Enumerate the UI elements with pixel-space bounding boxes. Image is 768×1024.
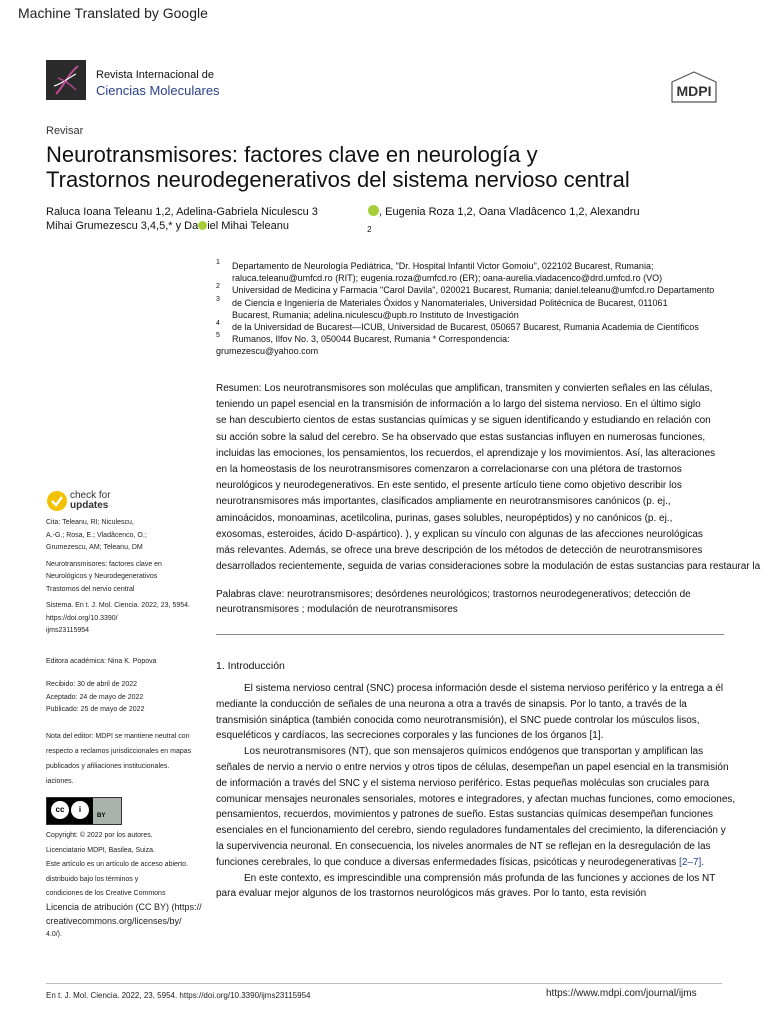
accepted-date: Aceptado: 24 de mayo de 2022 [46, 693, 144, 701]
citation-line: A.-G.; Rosa, E.; Vladâcenco, O.; [46, 531, 147, 539]
title-line1: Neurotransmisores: factores clave en neurología y [46, 142, 538, 167]
received-date: Recibido: 30 de abril de 2022 [46, 681, 138, 688]
paragraph-text: Los neurotransmisores (NT), que son mensajeros químicos endógenos que transportan y amplifican las señales de nervio a nervio o entre nervios y otros tipos de células, desempeñan un papel esencial en la transmisión de información a través del SNC y el sistema nervioso periférico. Estas pequeñas moléculas son cruciales para comunicar mensajes neuronales sensoriales, motores e integradores, y afectan muchas funciones, como emociones, pensamientos, recuerdos, movimientos y patrones de sueño. Estas sustancias químicas desempeñan funciones esenciales en el funcionamiento del cerebro, siendo reguladores fundamentales del crecimiento, la diferenciación y la supervivencia neuronal. En consecuencia, los niveles anormales de NT se reflejan en la desregulación de las funciones cerebrales, lo que conduce a diversas enfermedades físicas, psicóticas y neurodegenerativas [216, 746, 736, 868]
citation-block [46, 517, 206, 638]
abstract-line: teniendo un papel esencial en la transmisión de información a lo largo del sistema nervioso. En el último siglo [216, 399, 701, 411]
article-type: Revisar [46, 125, 84, 137]
abstract-line: se han descubierto cientos de estas sustancias químicas y se siguen identificando y estudiando en relación con [216, 415, 711, 427]
cc-by-license-badge[interactable] [46, 797, 122, 825]
author-list [46, 205, 736, 237]
mdpi-logo [668, 70, 720, 106]
affiliations [216, 260, 746, 358]
authors-line1a: Raluca Ioana Teleanu 1,2, Adelina-Gabriela Niculescu 3 [46, 206, 318, 218]
copyright-line: distribuido bajo los términos y [46, 875, 139, 883]
orcid-icon[interactable] [198, 221, 207, 230]
check-for-updates-line2: updates [70, 500, 109, 511]
license-line: Licencia de atribución (CC BY) (https:// [46, 902, 202, 912]
abstract-line: incluidas las emociones, los pensamientos, los recuerdos, el aprendizaje y los movimientos. Así, las alteraciones [216, 447, 716, 459]
journal-name [96, 68, 220, 98]
abstract-line: en la homeostasis de los neurotransmisores comenzaron a correlacionarse con una plétora de trastornos [216, 464, 682, 476]
publisher-note [46, 729, 206, 789]
copyright-line: Licenciatario MDPI, Basilea, Suiza. [46, 846, 155, 854]
license-line: 4.0/). [46, 931, 62, 938]
footer-journal-link[interactable]: https://www.mdpi.com/journal/ijms [546, 988, 697, 999]
abstract-line: desarrollados recientemente, seguida de varias consideraciones sobre la modulación de estas sustancias para restaurar la [216, 561, 761, 573]
citation-line: Trastornos del nervio central [46, 585, 135, 593]
authors-line2b: iel Mihai Teleanu [207, 220, 289, 232]
footer-citation: En t. J. Mol. Ciencia. 2022, 23, 5954. https://doi.org/10.3390/ijms23115954 [46, 991, 311, 1000]
reference-link[interactable]: [2–7]. [679, 856, 705, 868]
article-title [46, 142, 736, 192]
abstract-line: exosomas, esteroides, ácido D-aspártico). ), y explican su vínculo con algunas de las afecciones neurológicas [216, 528, 703, 540]
citation-line: Cita: Teleanu, RI; Niculescu, [46, 519, 134, 526]
machine-translation-banner: Machine Translated by Google [18, 5, 208, 21]
affiliation-item: 2 Universidad de Medicina y Farmacia "Carol Davila", 020021 Bucarest, Rumania; daniel.teleanu@umfcd.ro Departamento [216, 283, 715, 296]
copyright-line: Copyright: © 2022 por los autores. [46, 832, 153, 839]
keywords-line: neurotransmisores ; modulación de neurotransmisores [216, 604, 458, 615]
check-for-updates-line1: check for [70, 490, 111, 501]
authors-line2c: 2 [367, 225, 372, 234]
journal-logo-icon [46, 60, 86, 100]
check-for-updates-button[interactable] [70, 491, 111, 511]
publisher-note-line: Nota del editor: MDPI se mantiene neutral con [46, 733, 190, 740]
paragraph: En este contexto, es imprescindible una comprensión más profunda de las funciones y acciones de los NT para evaluar mejor algunos de los trastornos neurológicos más graves. Por lo tanto, esta revisión [216, 872, 716, 900]
check-for-updates-icon[interactable] [46, 490, 68, 512]
paragraph [216, 744, 736, 870]
paragraph: El sistema nervioso central (SNC) procesa información desde el sistema nervioso periférico y la entrega a él mediante la conducción de señales de una neurona a otra a través de sinapsis. Por lo tanto, a través de la transmisión sináptica (también conocida como neurotransmisión), el SNC puede controlar los músculos lisos, esqueléticos y cardíacos, las secreciones corporales y las funciones de los órganos [1]. [216, 683, 724, 742]
journal-name-line1: Revista Internacional de [96, 69, 215, 81]
abstract-line: su acción sobre la salud del cerebro. Se ha observado que estas sustancias influyen en numerosas funciones, [216, 431, 706, 443]
citation-line: Sistema. En t. J. Mol. Ciencia. 2022, 23, 5954. [46, 602, 190, 609]
affiliation-item: 1 Departamento de Neurología Pediátrica, "Dr. Hospital Infantil Victor Gomoiu", 022102 Bucarest, Rumania; [216, 259, 654, 271]
affiliation-item: grumezescu@yahoo.com [216, 346, 319, 357]
affiliation-item: 5 Rumanos, Ilfov No. 3, 050044 Bucarest, Rumania * Correspondencia: [216, 332, 510, 345]
abstract-line: Resumen: Los neurotransmisores son moléculas que amplifican, transmiten y convierten señales en las células, [216, 383, 713, 394]
section-divider [216, 634, 724, 635]
orcid-icon[interactable] [368, 205, 379, 216]
authors-line2a: Mihai Grumezescu 3,4,5,* y Da [46, 220, 199, 232]
article-dates [46, 679, 206, 717]
introduction-heading: 1. Introducción [216, 660, 285, 672]
affiliation-item: raluca.teleanu@umfcd.ro (RIT); eugenia.roza@umfcd.ro (ER); oana-aurelia.vladacenco@drd.umfcd.ro (VO) [232, 273, 663, 284]
cc-by-label: BY [97, 813, 106, 819]
abstract [216, 381, 768, 575]
license-block [46, 900, 206, 942]
abstract-line: neurológicos y neurodegenerativos. En este sentido, el presente artículo tiene como objetivo describir los [216, 480, 682, 492]
abstract-line: más relevantes. Además, se ofrece una breve descripción de los métodos de detección de neurotransmisores [216, 545, 703, 557]
footer-divider [46, 983, 722, 984]
copyright-line: Este artículo es un artículo de acceso abierto. [46, 861, 189, 868]
academic-editor: Editora académica: Nina K. Popova [46, 658, 157, 665]
authors-line1b: , Eugenia Roza 1,2, Oana Vladâcenco 1,2, Alexandru [379, 206, 640, 218]
license-link[interactable]: creativecommons.org/licenses/by/ [46, 916, 182, 926]
keywords [216, 587, 736, 617]
publisher-note-line: iaciones. [46, 778, 74, 785]
introduction-body [216, 681, 736, 902]
cc-badge-left [47, 798, 93, 824]
citation-doi-link[interactable]: https://doi.org/10.3390/ [46, 614, 118, 622]
cc-icon: cc [51, 801, 69, 819]
journal-name-line2: Ciencias Moleculares [96, 83, 220, 98]
affiliation-item: Bucarest, Rumania; adelina.niculescu@upb.ro Instituto de Investigación [232, 309, 519, 320]
copyright-line: condiciones de los Creative Commons [46, 890, 166, 897]
citation-line: Neurológicos y Neurodegenerativos [46, 573, 158, 580]
by-icon: i [71, 801, 89, 819]
affiliation-item: 3 de Ciencia e Ingeniería de Materiales Óxidos y Nanomateriales, Universidad Politécnica de Bucarest, 011061 [216, 295, 668, 308]
keywords-line: Palabras clave: neurotransmisores; desórdenes neurológicos; trastornos neurodegenerativos; detección de [216, 589, 691, 600]
citation-doi-link[interactable]: ijms23115954 [46, 627, 90, 634]
publisher-note-line: respecto a reclamos jurisdiccionales en mapas [46, 748, 192, 755]
citation-line: Neurotransmisores: factores clave en [46, 560, 162, 568]
affiliation-item: 4 de la Universidad de Bucarest—ICUB, Universidad de Bucarest, 050657 Bucarest, Rumania Academia de Científicos [216, 320, 699, 333]
copyright-block [46, 829, 206, 902]
abstract-line: neurotransmisores más importantes, clasificados ampliamente en neurotransmisores canónicos (p. ej., [216, 496, 671, 508]
title-line2: Trastornos neurodegenerativos del sistema nervioso central [46, 167, 630, 192]
abstract-line: aminoácidos, monoaminas, acetilcolina, purinas, gases solubles, neuropéptidos) y no canónicos (p. ej., [216, 512, 673, 524]
published-date: Publicado: 25 de mayo de 2022 [46, 706, 145, 713]
mdpi-logo-text: MDPI [676, 83, 712, 99]
citation-line: Grumezescu, AM; Teleanu, DM [46, 544, 143, 551]
publisher-note-line: publicados y afiliaciones institucionales. [46, 763, 170, 770]
